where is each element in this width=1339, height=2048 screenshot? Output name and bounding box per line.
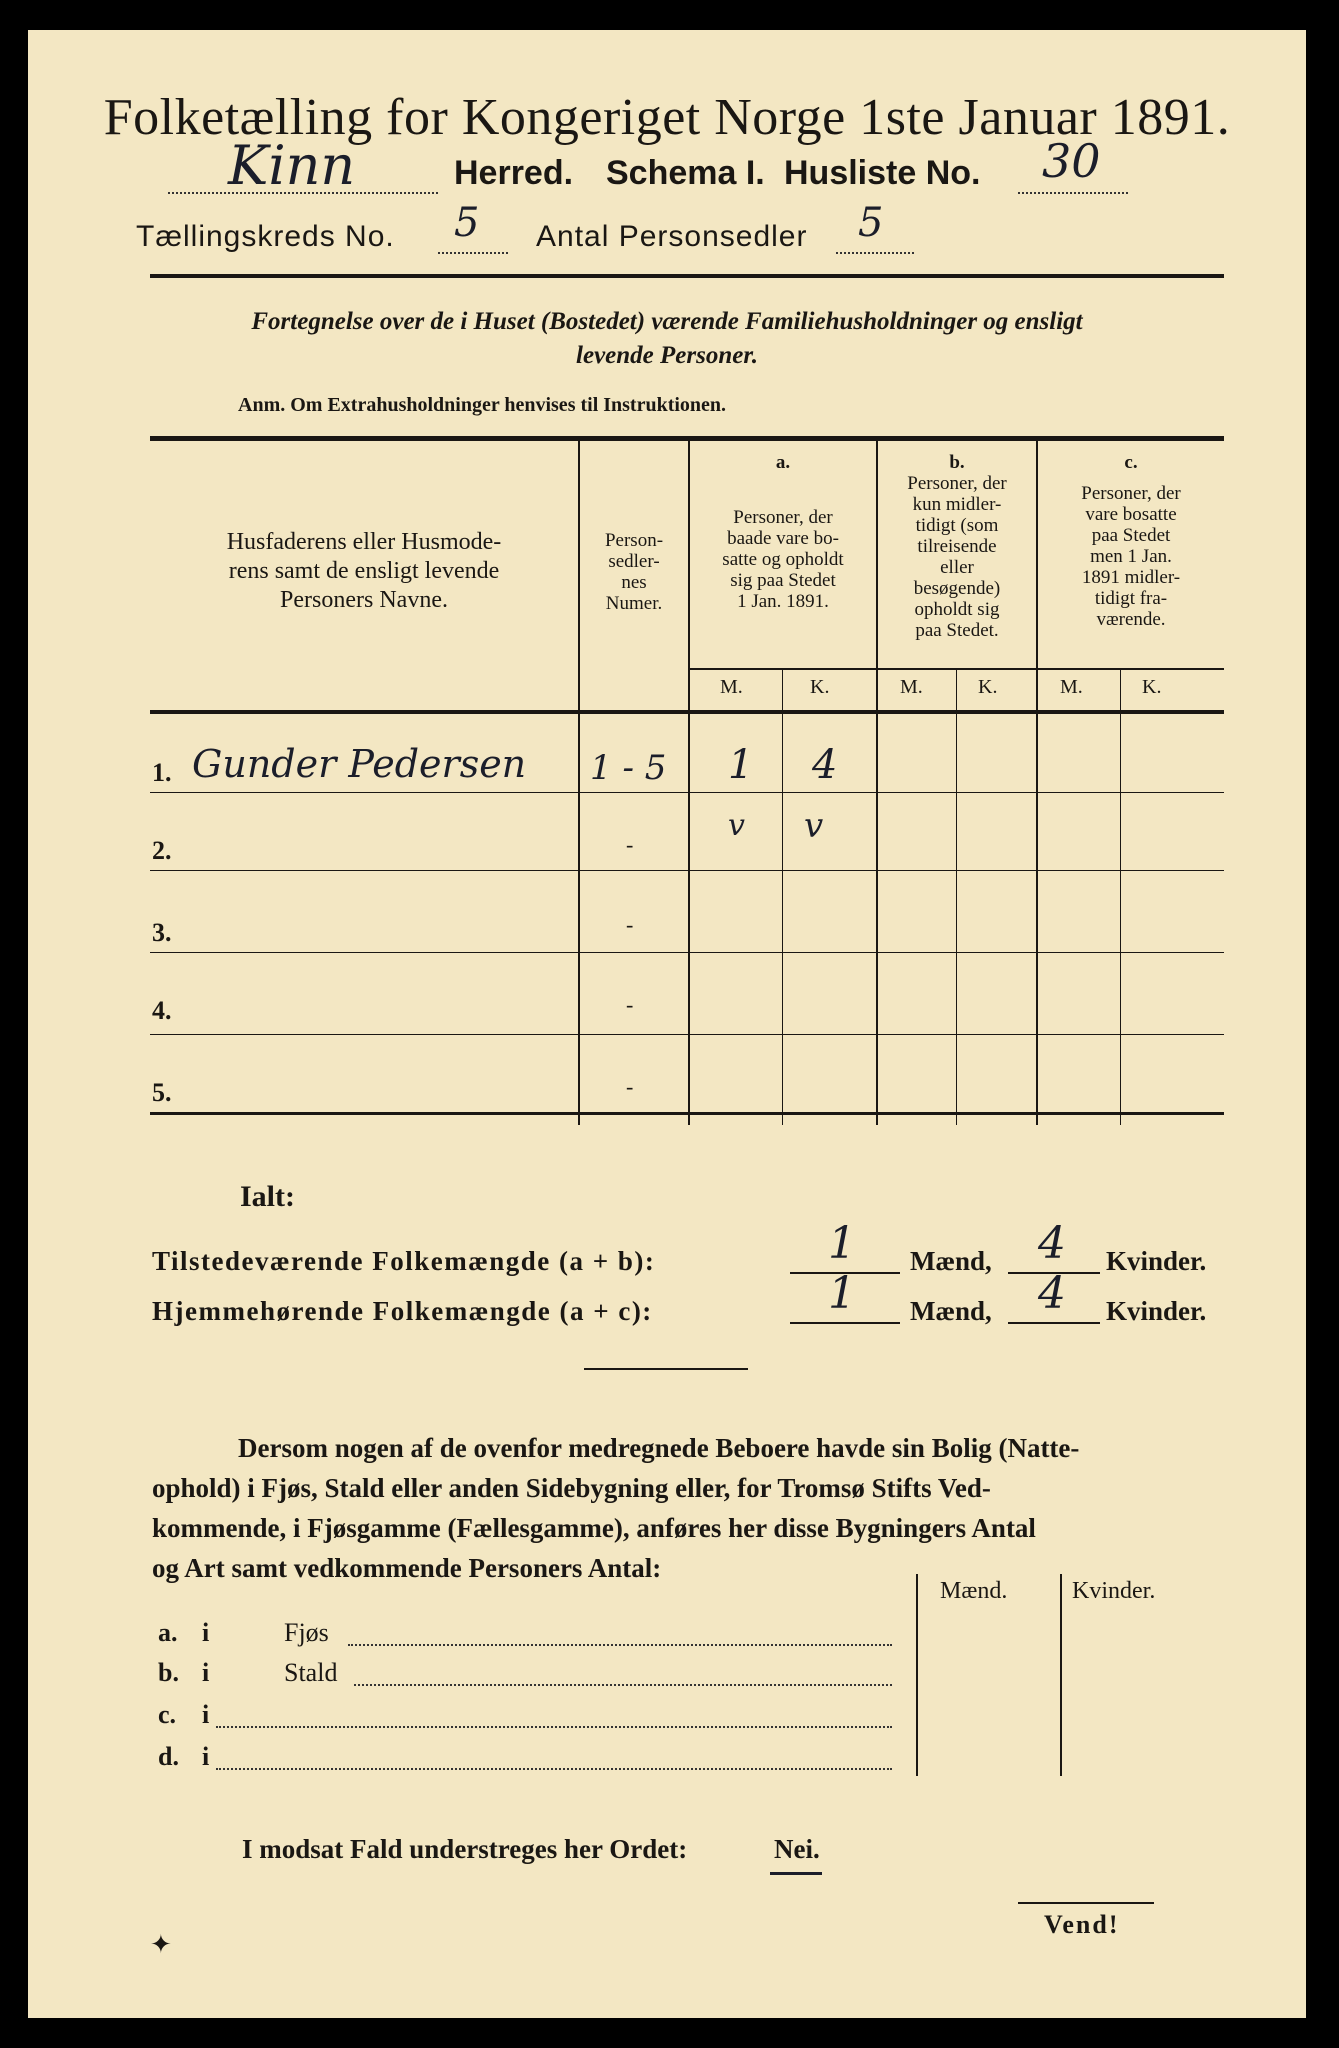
bygning-dots — [216, 1714, 892, 1728]
ialt-label: Ialt: — [240, 1180, 295, 1213]
col-header-b-line: tidigt (som — [915, 515, 999, 536]
modsat-text: I modsat Fald understreges her Ordet: — [242, 1834, 688, 1864]
bygning-letter: b. — [158, 1658, 179, 1687]
bygning-prep: i — [202, 1700, 210, 1729]
col-divider-mk — [782, 670, 783, 1125]
hjemme-kvinder-value: 4 — [1038, 1268, 1066, 1319]
col-header-b-line: Personer, der — [907, 473, 1007, 494]
col-header-name-line: rens samt de ensligt levende — [228, 558, 500, 584]
col-header-b-line: besøgende) — [913, 578, 1001, 599]
herred-value: Kinn — [228, 134, 356, 197]
bygning-prep: i — [202, 1742, 210, 1771]
bygning-label: Fjøs — [284, 1618, 329, 1647]
mk-rule-top — [690, 668, 1224, 670]
tilstede-kvinder-value: 4 — [1038, 1218, 1066, 1269]
bygning-kvinder-head: Kvinder. — [1072, 1578, 1156, 1604]
col-header-c-line: 1891 midler- — [1081, 567, 1181, 588]
bygning-prep: i — [202, 1658, 210, 1687]
hjemme-maend-field — [790, 1268, 900, 1324]
col-header-c-line: vare bosatte — [1085, 504, 1177, 525]
bygning-paragraph — [152, 1428, 1226, 1588]
col-header-b-line: opholdt sig — [914, 599, 1000, 620]
bygning-label: Stald — [284, 1658, 338, 1687]
anm-note: Anm. Om Extrahusholdninger henvises til Instruktionen. — [238, 394, 727, 416]
row-sedler: - — [626, 832, 634, 857]
row-rule — [150, 870, 1224, 871]
schema-label: Schema I. — [606, 154, 765, 192]
row-number: 2. — [152, 836, 172, 865]
antal-field — [836, 200, 914, 254]
col-header-b-line: eller — [940, 557, 974, 578]
hjemme-maend-value: 1 — [828, 1268, 856, 1319]
row-sedler: - — [626, 912, 634, 937]
col-header-c-line: men 1 Jan. — [1090, 546, 1172, 567]
vend-rule — [1018, 1902, 1154, 1904]
hjemme-kvinder-label: Kvinder. — [1106, 1296, 1207, 1326]
row-sedler: - — [626, 992, 634, 1017]
mk-label-c-m: M. — [1060, 676, 1083, 698]
bygning-col-divider — [916, 1574, 918, 1776]
hjemme-maend-label: Mænd, — [910, 1296, 992, 1326]
bygning-dots — [348, 1632, 892, 1646]
col-header-b-line: tilreisende — [917, 536, 997, 557]
husliste-field — [1018, 134, 1128, 194]
row-number: 4. — [152, 996, 172, 1025]
col-divider-mk — [956, 670, 957, 1125]
vend-text: Vend! — [1044, 1910, 1120, 1939]
nei-word: Nei. — [774, 1834, 820, 1864]
bygning-dots — [216, 1756, 892, 1770]
row-rule — [150, 792, 1224, 793]
row-number: 3. — [152, 918, 172, 947]
col-header-a-line: sig paa Stedet — [730, 570, 836, 591]
table-bottom-rule — [150, 1112, 1224, 1115]
mk-label-b-k: K. — [978, 676, 998, 698]
tilstede-label: Tilstedeværende Folkemængde (a + b): — [152, 1246, 656, 1276]
col-header-a-letter: a. — [775, 452, 791, 473]
row-name: Gunder Pedersen — [192, 742, 527, 786]
col-header-name — [150, 528, 578, 615]
col-header-a-line: baade vare bo- — [727, 528, 839, 549]
corner-mark-icon: ✦ — [150, 1930, 172, 1959]
husliste-label: Husliste No. — [784, 154, 981, 192]
form-title: Folketælling for Kongeriget Norge 1ste Januar 1891. — [103, 89, 1231, 146]
husliste-value: 30 — [1042, 134, 1101, 188]
mk-label-b-m: M. — [900, 676, 923, 698]
col-header-b — [878, 452, 1036, 641]
bygning-line: og Art samt vedkommende Personers Antal: — [152, 1553, 662, 1583]
col-header-c-line: Personer, der — [1081, 483, 1181, 504]
col-header-a-line: Personer, der — [733, 507, 833, 528]
mk-label-a-m: M. — [720, 676, 743, 698]
col-header-c — [1038, 452, 1224, 630]
row-a-m: v — [728, 808, 745, 843]
bygning-line: kommende, i Fjøsgamme (Fællesgamme), anføres her disse Bygningers Antal — [152, 1513, 1036, 1543]
col-header-c-line: paa Stedet — [1091, 525, 1171, 546]
row-a-k: v — [804, 806, 824, 846]
col-header-c-line: værende. — [1096, 609, 1166, 630]
bygning-dots — [354, 1672, 892, 1686]
nei-underline — [770, 1872, 822, 1875]
col-header-name-line: Personers Navne. — [280, 587, 448, 613]
header-bottom-rule — [150, 710, 1224, 714]
bygning-letter: a. — [158, 1618, 178, 1647]
intro-line1: Fortegnelse over de i Huset (Bostedet) værende Familiehusholdninger og ensligt — [251, 308, 1083, 335]
col-header-name-line: Husfaderens eller Husmode- — [226, 529, 502, 555]
bygning-line: Dersom nogen af de ovenfor medregnede Beboere havde sin Bolig (Natte- — [238, 1433, 1080, 1463]
col-header-num — [580, 530, 688, 614]
herred-field — [168, 134, 438, 197]
col-header-a-line: satte og opholdt — [722, 549, 844, 570]
row-number: 1. — [152, 758, 172, 787]
col-header-b-line: paa Stedet. — [915, 620, 999, 641]
col-header-a — [690, 452, 876, 612]
row-rule — [150, 952, 1224, 953]
row-a-m: 1 — [728, 742, 754, 788]
col-header-num-line: Person- — [604, 530, 664, 551]
tilstede-kvinder-label: Kvinder. — [1106, 1246, 1207, 1276]
tilstede-maend-value: 1 — [828, 1218, 856, 1269]
bygning-maend-head: Mænd. — [940, 1578, 1008, 1604]
row-number: 5. — [152, 1078, 172, 1107]
intro-line2: levende Personer. — [576, 342, 758, 369]
row-rule — [150, 1034, 1224, 1035]
row-sedler: 1 - 5 — [590, 748, 667, 788]
antal-value: 5 — [858, 200, 884, 246]
kreds-value: 5 — [454, 200, 480, 246]
tilstede-maend-label: Mænd, — [910, 1246, 992, 1276]
kreds-label: Tællingskreds No. — [136, 220, 395, 253]
table-top-rule — [150, 436, 1224, 441]
col-header-a-line: 1 Jan. 1891. — [737, 591, 829, 612]
hjemme-kvinder-field — [1008, 1268, 1100, 1324]
hjemme-label: Hjemmehørende Folkemængde (a + c): — [152, 1296, 653, 1326]
col-header-num-line: Numer. — [605, 593, 663, 614]
row-sedler: - — [626, 1074, 634, 1099]
bygning-prep: i — [202, 1618, 210, 1647]
bygning-letter: c. — [158, 1700, 177, 1729]
herred-label: Herred. — [454, 154, 574, 192]
col-header-b-line: kun midler- — [912, 494, 1002, 515]
col-header-c-letter: c. — [1124, 452, 1138, 473]
row-a-k: 4 — [812, 742, 838, 788]
header-rule — [150, 274, 1224, 278]
bygning-line: ophold) i Fjøs, Stald eller anden Sidebygning eller, for Tromsø Stifts Ved- — [152, 1473, 991, 1503]
antal-label: Antal Personsedler — [536, 220, 808, 253]
bygning-letter: d. — [158, 1742, 179, 1771]
col-header-b-letter: b. — [949, 452, 965, 473]
col-header-c-line: tidigt fra- — [1094, 588, 1168, 609]
col-divider-mk — [1120, 670, 1121, 1125]
kreds-field — [438, 200, 508, 254]
section-divider — [584, 1368, 748, 1370]
bygning-col-divider — [1060, 1574, 1062, 1776]
mk-label-c-k: K. — [1142, 676, 1162, 698]
mk-label-a-k: K. — [810, 676, 830, 698]
col-header-num-line: nes — [621, 572, 647, 593]
col-header-num-line: sedler- — [608, 551, 660, 572]
census-form — [28, 30, 1306, 2018]
